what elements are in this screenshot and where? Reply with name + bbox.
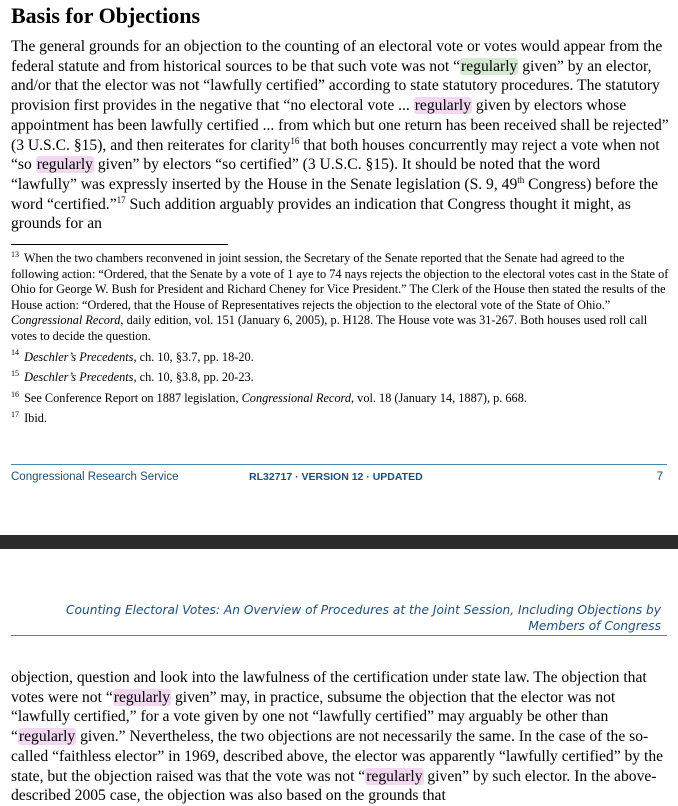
footnote-ref-16[interactable]: 16 bbox=[290, 135, 300, 146]
search-highlight[interactable]: regularly bbox=[414, 97, 472, 115]
search-highlight[interactable]: regularly bbox=[113, 688, 171, 706]
text-run: that both houses concurrently may reject a vote when not “so bbox=[11, 136, 660, 174]
footnote-number: 14 bbox=[11, 348, 19, 358]
footnote-citation: Deschler’s Precedents bbox=[24, 370, 134, 385]
footnote-number: 15 bbox=[11, 369, 19, 379]
page-separator bbox=[0, 535, 678, 549]
text-run: given” by electors “so certified” (3 U.S.C. §15). It should be noted that the word “lawfully” was expressly inserted by the House in the Senate legislation (S. 9, 49 bbox=[11, 156, 601, 193]
body-paragraph bbox=[11, 37, 669, 234]
footnote-13 bbox=[11, 251, 671, 345]
running-header: Counting Electoral Votes: An Overview of Procedures at the Joint Session, Including Objections by Members of Congress bbox=[66, 603, 661, 633]
footnote-text: , vol. 18 (January 14, 1887), p. 668. bbox=[351, 390, 527, 405]
footnote-number: 16 bbox=[11, 389, 19, 399]
footnote-15 bbox=[11, 370, 671, 386]
text-run: given” by an elector, and/or that the elector was not “lawfully certified” according to state statutory procedures. The statutory provision first provides in the negative that “no electoral vote ... bbox=[11, 57, 660, 115]
body-paragraph bbox=[11, 668, 669, 806]
page-8 bbox=[0, 549, 678, 805]
footer-divider bbox=[11, 464, 667, 465]
section-heading: Basis for Objections bbox=[11, 3, 201, 28]
text-run: Such addition arguably provides an indication that Congress thought it might, as grounds for an bbox=[11, 195, 631, 233]
ordinal-suffix: th bbox=[517, 174, 525, 185]
footnotes bbox=[11, 251, 671, 432]
footnote-citation: Congressional Record bbox=[241, 390, 352, 405]
footnote-ref-17[interactable]: 17 bbox=[116, 194, 126, 205]
footnote-text: When the two chambers reconvened in joint session, the Secretary of the Senate reported that the Senate had agreed to the following action: “Ordered, that the Senate by a vote of 1 aye to 74 nays rejects the objection to the electoral votes cast in the State of Ohio for George W. Bush for President and Richard Cheney for Vice President.” The Clerk of the House then stated the results of the House action: “Ordered, that the House of Representatives rejects the objection to the electoral vote of the State of Ohio.” bbox=[11, 251, 669, 312]
header-divider bbox=[11, 635, 667, 636]
footer-organization: Congressional Research Service bbox=[11, 471, 179, 483]
text-run: given” may, in practice, subsume the objection that the elector was not “lawfully certified,” for a vote given by one not “lawfully certified” may arguably be other than “ bbox=[11, 688, 616, 746]
footnote-number: 13 bbox=[11, 249, 19, 259]
footnote-citation: Deschler’s Precedents bbox=[24, 349, 134, 364]
footnote-number: 17 bbox=[11, 410, 19, 420]
search-highlight[interactable]: regularly bbox=[36, 156, 93, 174]
footnote-17 bbox=[11, 411, 671, 427]
footnote-14 bbox=[11, 350, 671, 366]
footnote-text: , ch. 10, §3.7, pp. 18-20. bbox=[133, 349, 254, 364]
footnote-text: See Conference Report on 1887 legislation, bbox=[21, 390, 242, 405]
text-run: given by electors whose appointment has been lawfully certified ... from which but one return has been received shall be rejected” (3 U.S.C. §15), and then reiterates for clarity bbox=[11, 97, 669, 154]
page-number: 7 bbox=[656, 471, 663, 483]
footnote-text: , daily edition, vol. 151 (January 6, 2005), p. H128. The House vote was 31-267. Both houses used roll call votes to decide the question. bbox=[11, 313, 648, 343]
search-highlight[interactable]: regularly bbox=[18, 728, 76, 746]
footnote-text: , ch. 10, §3.8, pp. 20-23. bbox=[133, 370, 254, 385]
report-version: RL32717 · VERSION 12 · UPDATED bbox=[249, 471, 423, 483]
text-run: given.” Nevertheless, the two objections are not necessarily the same. In the case of the so-called “faithless elector” in 1969, described above, the elector was apparently “lawfully certified” by the state, but the objection raised was that the vote was not “ bbox=[11, 728, 664, 785]
footnote-citation: Congressional Record bbox=[11, 313, 121, 328]
footer-report-id bbox=[249, 471, 423, 483]
text-run: The general grounds for an objection to the counting of an electoral vote or votes would appear from the federal statute and from historical sources to be that such vote was not “ bbox=[11, 38, 663, 75]
footnote-16 bbox=[11, 391, 671, 407]
text-run: Congress) before the word “certified.” bbox=[11, 175, 659, 213]
text-run: given” by such elector. In the above-described 2005 case, the objection was also based on the grounds that bbox=[11, 767, 657, 805]
search-highlight[interactable]: regularly bbox=[366, 767, 423, 785]
page-footer bbox=[11, 471, 663, 487]
search-highlight-current[interactable]: regularly bbox=[461, 57, 518, 75]
text-run: objection, question and look into the lawfulness of the certification under state law. The objection that votes were not “ bbox=[11, 669, 647, 706]
footnote-text: Ibid. bbox=[21, 411, 47, 426]
footnote-divider bbox=[11, 244, 228, 245]
